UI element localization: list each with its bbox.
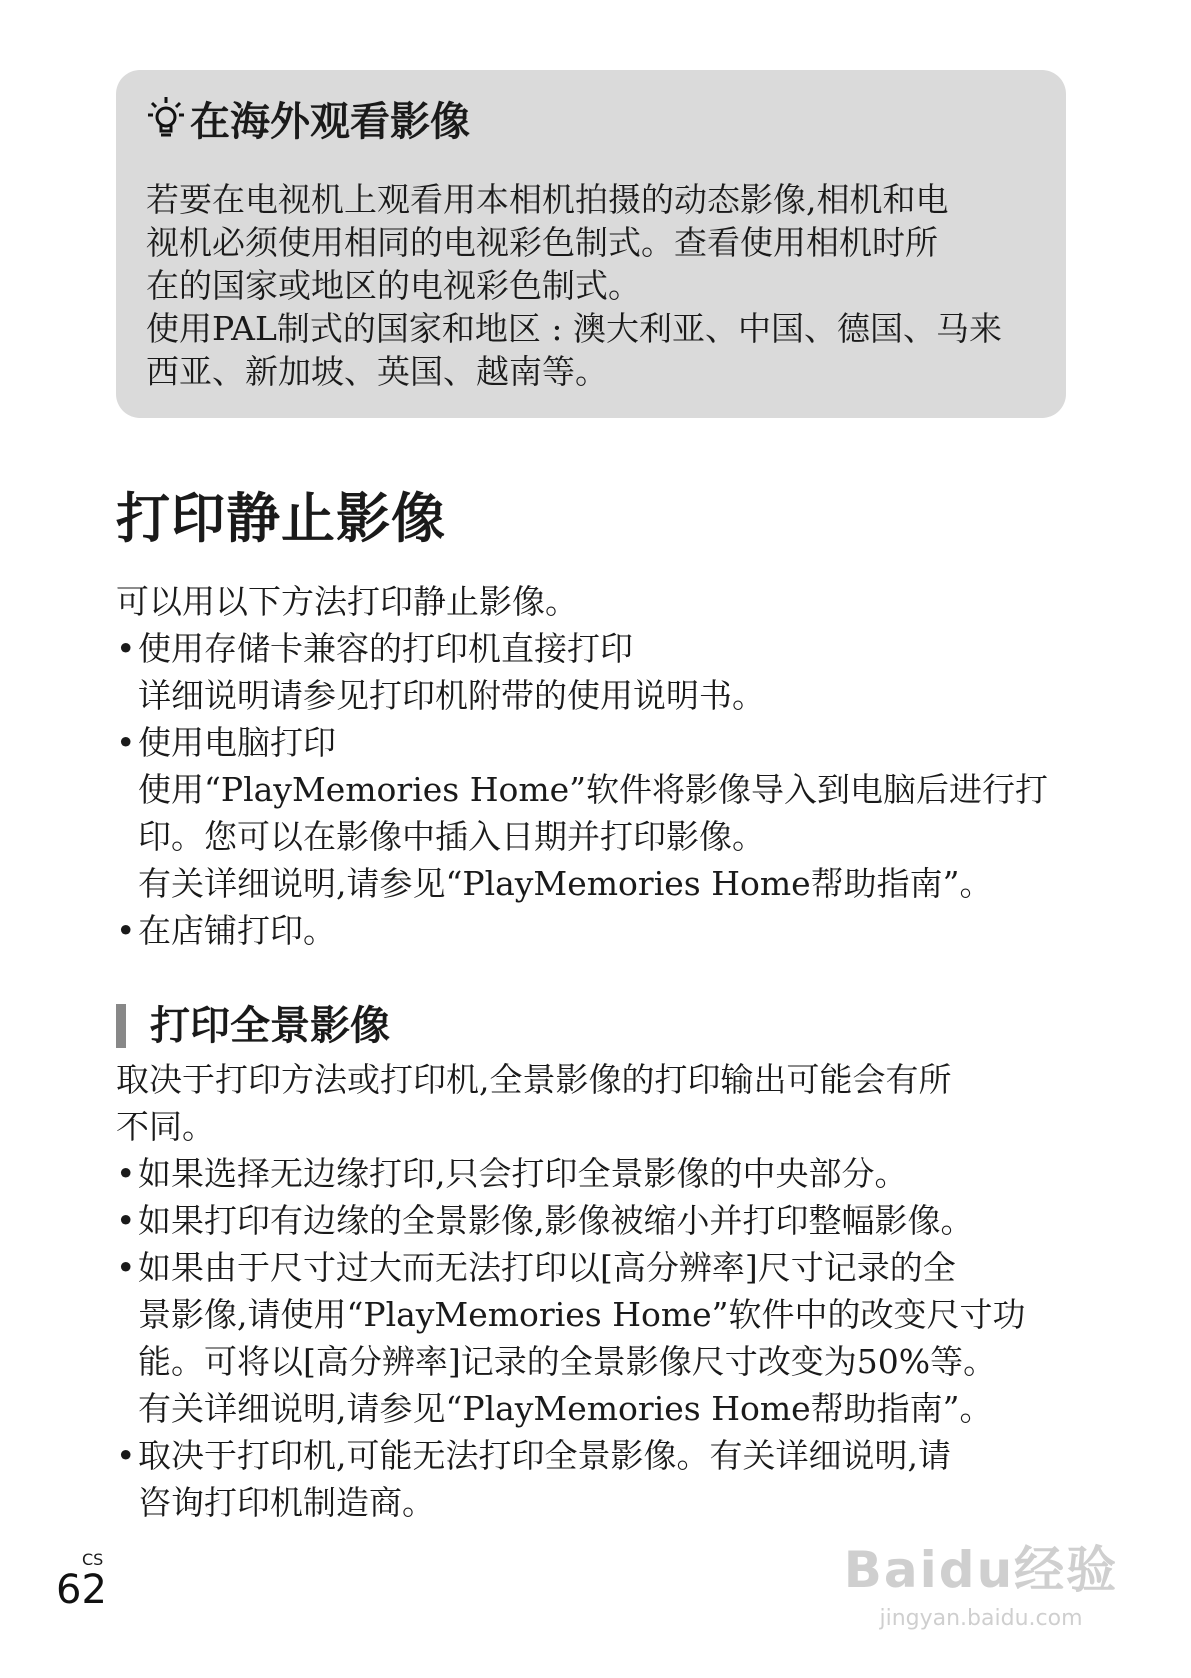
bullet-text: 咨询打印机制造商。 [138,1483,435,1522]
tip-line: 西亚、新加坡、英国、越南等。 [146,352,608,391]
lightbulb-icon [146,95,186,141]
main-content [116,578,1076,1526]
tip-body [146,178,1036,393]
tip-heading [146,92,1036,144]
tip-line: 在的国家或地区的电视彩色制式。 [146,266,641,305]
bullet-label: • 在店铺打印。 [138,911,336,950]
tip-box [116,70,1066,418]
bullet-text: 有关详细说明,请参见“PlayMemories Home帮助指南”。 [138,1389,993,1428]
subsection-title: 打印全景影像 [150,1002,390,1049]
bullet-label: • 使用电脑打印 [138,723,336,762]
list-item [116,1150,1076,1197]
list-item [116,719,1076,907]
tip-line: 若要在电视机上观看用本相机拍摄的动态影像,相机和电 [146,180,949,219]
page-number [56,1567,107,1613]
list-item [116,1197,1076,1244]
bullet-text: • 取决于打印机,可能无法打印全景影像。有关详细说明,请 [138,1436,951,1475]
bullet-label: • 使用存储卡兼容的打印机直接打印 [138,629,633,668]
section-title: 打印静止影像 [116,487,446,550]
watermark [841,1530,1121,1650]
section-intro: 可以用以下方法打印静止影像。 [116,582,578,621]
heading-bar [116,1004,126,1048]
tip-title: 在海外观看影像 [190,98,470,145]
tip-line: 使用PAL制式的国家和地区 : 澳大利亚、中国、德国、马来 [146,309,1003,348]
bullet-text: • 如果由于尺寸过大而无法打印以[高分辨率]尺寸记录的全 [138,1248,956,1287]
bullet-text: • 如果打印有边缘的全景影像,影像被缩小并打印整幅影像。 [138,1201,974,1240]
list-item [116,907,1076,954]
tip-line: 视机必须使用相同的电视彩色制式。查看使用相机时所 [146,223,938,262]
list-item [116,1432,1076,1526]
bullet-text: • 如果选择无边缘打印,只会打印全景影像的中央部分。 [138,1154,908,1193]
subsection-heading [116,1000,1076,1052]
bullet-detail: 有关详细说明,请参见“PlayMemories Home帮助指南”。 [138,864,993,903]
subsection-intro: 取决于打印方法或打印机,全景影像的打印输出可能会有所 [116,1060,952,1099]
language-code: CS [82,1550,104,1569]
list-item [116,1244,1076,1432]
bullet-detail: 详细说明请参见打印机附带的使用说明书。 [138,676,765,715]
page-number-text: 62 [56,1567,107,1613]
bullet-text: 能。可将以[高分辨率]记录的全景影像尺寸改变为50%等。 [138,1342,997,1381]
bullet-detail: 印。您可以在影像中插入日期并打印影像。 [138,817,765,856]
watermark-url: jingyan.baidu.com [879,1606,1083,1631]
list-item [116,625,1076,719]
bullet-text: 景影像,请使用“PlayMemories Home”软件中的改变尺寸功 [138,1295,1026,1334]
subsection-intro: 不同。 [116,1107,215,1146]
watermark-logo: Baidu经验 [843,1541,1119,1599]
bullet-detail: 使用“PlayMemories Home”软件将影像导入到电脑后进行打 [138,770,1049,809]
